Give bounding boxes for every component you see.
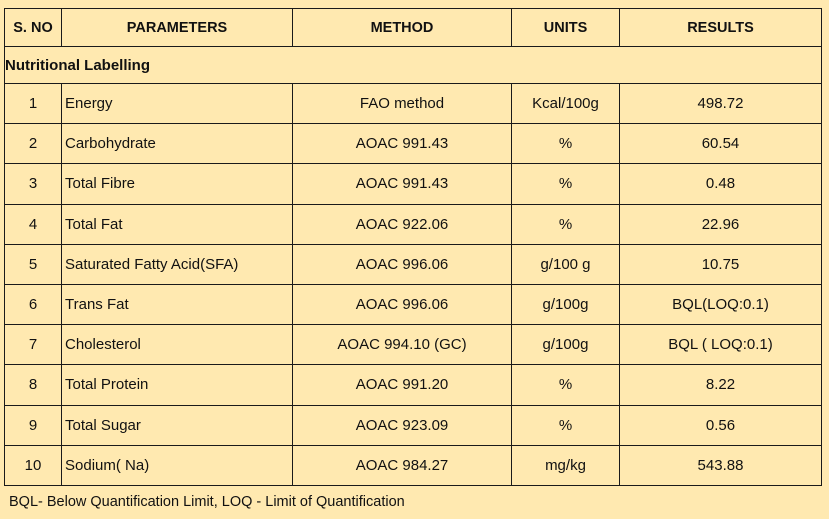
cell-result: BQL ( LOQ:0.1) (620, 325, 822, 365)
cell-parameter: Sodium( Na) (62, 445, 293, 485)
table-row (5, 204, 822, 244)
header-method: METHOD (293, 9, 512, 47)
table-row (5, 365, 822, 405)
cell-result: 0.48 (620, 164, 822, 204)
cell-sno: 7 (5, 325, 62, 365)
cell-parameter: Total Fibre (62, 164, 293, 204)
cell-parameter: Energy (62, 84, 293, 124)
cell-result: 10.75 (620, 244, 822, 284)
cell-parameter: Cholesterol (62, 325, 293, 365)
footnote: BQL- Below Quantification Limit, LOQ - Limit of Quantification (9, 494, 405, 510)
cell-method: AOAC 991.43 (293, 124, 512, 164)
cell-method: FAO method (293, 84, 512, 124)
cell-method: AOAC 996.06 (293, 284, 512, 324)
cell-sno: 2 (5, 124, 62, 164)
cell-method: AOAC 984.27 (293, 445, 512, 485)
table-row (5, 325, 822, 365)
nutrition-table (4, 8, 822, 486)
cell-parameter: Total Protein (62, 365, 293, 405)
cell-result: 22.96 (620, 204, 822, 244)
header-results: RESULTS (620, 9, 822, 47)
header-units: UNITS (512, 9, 620, 47)
table-row (5, 445, 822, 485)
cell-units: g/100g (512, 325, 620, 365)
header-parameters: PARAMETERS (62, 9, 293, 47)
cell-method: AOAC 991.43 (293, 164, 512, 204)
cell-units: g/100 g (512, 244, 620, 284)
table-row (5, 405, 822, 445)
cell-parameter: Total Fat (62, 204, 293, 244)
cell-units: g/100g (512, 284, 620, 324)
cell-method: AOAC 991.20 (293, 365, 512, 405)
cell-units: % (512, 164, 620, 204)
section-title: Nutritional Labelling (5, 47, 822, 84)
cell-method: AOAC 996.06 (293, 244, 512, 284)
cell-parameter: Total Sugar (62, 405, 293, 445)
cell-sno: 1 (5, 84, 62, 124)
header-sno: S. NO (5, 9, 62, 47)
cell-result: 8.22 (620, 365, 822, 405)
cell-units: % (512, 124, 620, 164)
table-row (5, 284, 822, 324)
cell-sno: 5 (5, 244, 62, 284)
cell-units: % (512, 365, 620, 405)
cell-sno: 3 (5, 164, 62, 204)
cell-method: AOAC 922.06 (293, 204, 512, 244)
table-row (5, 164, 822, 204)
cell-result: 0.56 (620, 405, 822, 445)
cell-sno: 10 (5, 445, 62, 485)
cell-parameter: Trans Fat (62, 284, 293, 324)
header-row (5, 9, 822, 47)
cell-result: BQL(LOQ:0.1) (620, 284, 822, 324)
cell-sno: 6 (5, 284, 62, 324)
cell-sno: 4 (5, 204, 62, 244)
cell-method: AOAC 923.09 (293, 405, 512, 445)
table-row (5, 244, 822, 284)
cell-method: AOAC 994.10 (GC) (293, 325, 512, 365)
cell-parameter: Carbohydrate (62, 124, 293, 164)
cell-units: % (512, 405, 620, 445)
table-row (5, 124, 822, 164)
cell-result: 498.72 (620, 84, 822, 124)
cell-result: 543.88 (620, 445, 822, 485)
cell-units: Kcal/100g (512, 84, 620, 124)
cell-result: 60.54 (620, 124, 822, 164)
cell-units: % (512, 204, 620, 244)
cell-sno: 8 (5, 365, 62, 405)
cell-parameter: Saturated Fatty Acid(SFA) (62, 244, 293, 284)
cell-units: mg/kg (512, 445, 620, 485)
table-row (5, 84, 822, 124)
section-row (5, 47, 822, 84)
cell-sno: 9 (5, 405, 62, 445)
